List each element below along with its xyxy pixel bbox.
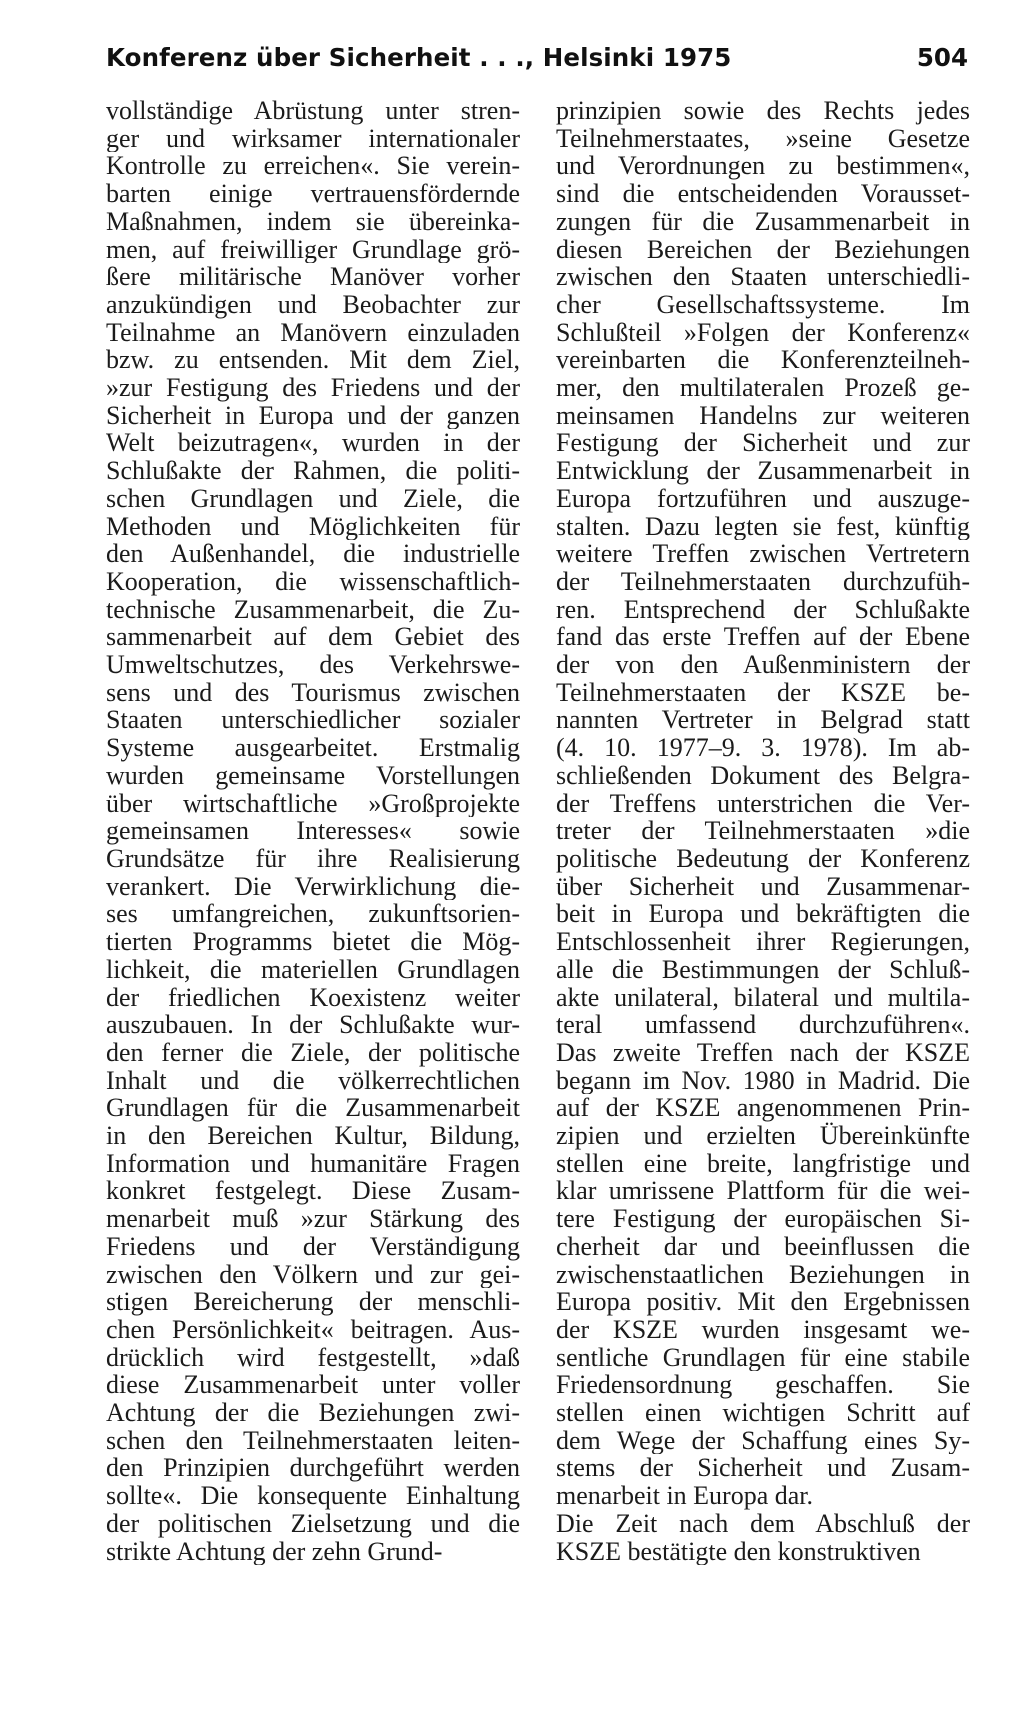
text-line: tierten Programms bietet die Mög- [106, 928, 520, 956]
text-line: men, auf freiwilliger Grundlage grö- [106, 235, 520, 264]
text-line: (4. 10. 1977–9. 3. 1978). Im ab- [556, 734, 970, 762]
text-line: beit in Europa und bekräftigten die [556, 900, 970, 929]
text-line: ßere militärische Manöver vorher [106, 263, 520, 291]
text-line: Kontrolle zu erreichen«. Sie verein- [106, 152, 520, 181]
text-line: tere Festigung der europäischen Si- [556, 1205, 970, 1233]
text-line: ren. Entsprechend der Schlußakte [556, 595, 970, 624]
page-number: 504 [916, 43, 968, 72]
text-line: meinsamen Handelns zur weiteren [556, 401, 970, 430]
text-line: begann im Nov. 1980 in Madrid. Die [556, 1066, 970, 1095]
text-line: treter der Teilnehmerstaaten »die [556, 817, 970, 845]
text-line: zwischen den Völkern und zur gei- [106, 1260, 520, 1289]
text-line: Schlußteil »Folgen der Konferenz« [556, 318, 970, 347]
text-line: stalten. Dazu legten sie fest, künftig [556, 512, 970, 541]
text-line: weitere Treffen zwischen Vertretern [556, 540, 970, 568]
text-line: Methoden und Möglichkeiten für [106, 512, 520, 541]
text-line: strikte Achtung der zehn Grund- [106, 1537, 443, 1566]
text-line: Grundsätze für ihre Realisierung [106, 844, 520, 873]
text-line: nannten Vertreter in Belgrad statt [556, 706, 970, 735]
text-line: prinzipien sowie des Rechts jedes [556, 97, 970, 125]
text-line: alle die Bestimmungen der Schluß- [556, 955, 970, 984]
text-line: Europa fortzuführen und auszuge- [556, 484, 970, 513]
text-line: den ferner die Ziele, der politische [106, 1038, 520, 1067]
text-line: der KSZE wurden insgesamt we- [556, 1315, 970, 1344]
text-line: Grundlagen für die Zusammenarbeit [106, 1094, 520, 1123]
text-line: cher Gesellschaftssysteme. Im [556, 290, 970, 319]
text-line: Maßnahmen, indem sie übereinka- [106, 207, 520, 236]
text-line: Teilnahme an Manövern einzuladen [106, 318, 520, 347]
text-line: stigen Bereicherung der menschli- [106, 1288, 520, 1316]
text-line: akte unilateral, bilateral und multila- [556, 983, 970, 1012]
text-line: Die Zeit nach dem Abschluß der [556, 1509, 970, 1538]
text-line: Systeme ausgearbeitet. Erstmalig [106, 734, 520, 762]
text-line: den Prinzipien durchgeführt werden [106, 1454, 520, 1483]
text-line: Achtung der die Beziehungen zwi- [106, 1399, 520, 1427]
text-line: den Außenhandel, die industrielle [106, 540, 520, 568]
running-head [106, 38, 968, 78]
text-line: Information und humanitäre Fragen [106, 1149, 520, 1178]
text-line: der Teilnehmerstaaten durchzufüh- [556, 567, 970, 596]
text-line: barten einige vertrauensfördernde [106, 180, 520, 208]
text-line: dem Wege der Schaffung eines Sy- [556, 1426, 970, 1455]
text-column-right [556, 97, 970, 1565]
text-line: schließenden Dokument des Belgra- [556, 761, 970, 790]
text-line: Schlußakte der Rahmen, die politi- [106, 457, 520, 485]
text-line: stellen einen wichtigen Schritt auf [556, 1399, 970, 1427]
text-line: ger und wirksamer internationaler [106, 124, 520, 153]
text-line: lichkeit, die materiellen Grundlagen [106, 955, 520, 984]
text-line: sammenarbeit auf dem Gebiet des [106, 623, 520, 652]
text-line: konkret festgelegt. Diese Zusam- [106, 1177, 520, 1206]
text-line: gemeinsamen Interesses« sowie [106, 817, 520, 845]
text-line: KSZE bestätigte den konstruktiven [556, 1537, 921, 1566]
text-line: drücklich wird festgestellt, »daß [106, 1343, 520, 1372]
text-line: Teilnehmerstaaten der KSZE be- [556, 678, 970, 707]
text-line: der friedlichen Koexistenz weiter [106, 983, 520, 1012]
text-line: der politischen Zielsetzung und die [106, 1509, 520, 1538]
text-line: technische Zusammenarbeit, die Zu- [106, 595, 520, 624]
text-line: Umweltschutzes, des Verkehrswe- [106, 651, 520, 679]
text-line: zipien und erzielten Übereinkünfte [556, 1122, 970, 1150]
text-line: Friedens und der Verständigung [106, 1232, 520, 1261]
text-line: Inhalt und die völkerrechtlichen [106, 1066, 520, 1095]
text-line: Staaten unterschiedlicher sozialer [106, 706, 520, 735]
text-line: der von den Außenministern der [556, 651, 970, 679]
text-line: vereinbarten die Konferenzteilneh- [556, 346, 970, 375]
text-line: der Treffens unterstrichen die Ver- [556, 789, 970, 818]
text-line: ses umfangreichen, zukunftsorien- [106, 900, 520, 929]
text-line: verankert. Die Verwirklichung die- [106, 872, 520, 901]
text-line: Entwicklung der Zusammenarbeit in [556, 457, 970, 485]
text-line: vollständige Abrüstung unter stren- [106, 97, 520, 125]
text-line: sentliche Grundlagen für eine stabile [556, 1343, 970, 1372]
text-line: klar umrissene Plattform für die wei- [556, 1177, 970, 1206]
text-line: »zur Festigung des Friedens und der [106, 374, 520, 402]
text-line: mer, den multilateralen Prozeß ge- [556, 374, 970, 402]
text-line: teral umfassend durchzuführen«. [556, 1011, 970, 1039]
text-line: cherheit dar und beeinflussen die [556, 1232, 970, 1261]
text-line: Das zweite Treffen nach der KSZE [556, 1038, 970, 1067]
text-column-left [106, 97, 520, 1565]
text-line: stellen eine breite, langfristige und [556, 1149, 970, 1178]
text-line: fand das erste Treffen auf der Ebene [556, 623, 970, 652]
text-line: chen Persönlichkeit« beitragen. Aus- [106, 1315, 520, 1344]
text-line: politische Bedeutung der Konferenz [556, 844, 970, 873]
text-line: sens und des Tourismus zwischen [106, 678, 520, 707]
text-line: Welt beizutragen«, wurden in der [106, 429, 520, 458]
text-line: schen Grundlagen und Ziele, die [106, 484, 520, 513]
text-line: über wirtschaftliche »Großprojekte [106, 789, 520, 818]
text-line: zungen für die Zusammenarbeit in [556, 207, 970, 236]
text-line: diesen Bereichen der Beziehungen [556, 235, 970, 264]
text-line: menarbeit muß »zur Stärkung des [106, 1205, 520, 1233]
text-line: zwischenstaatlichen Beziehungen in [556, 1260, 970, 1289]
text-line: auf der KSZE angenommenen Prin- [556, 1094, 970, 1123]
text-line: wurden gemeinsame Vorstellungen [106, 761, 520, 790]
text-line: bzw. zu entsenden. Mit dem Ziel, [106, 346, 520, 375]
text-line: über Sicherheit und Zusammenar- [556, 872, 970, 901]
text-line: zwischen den Staaten unterschiedli- [556, 263, 970, 291]
text-line: anzukündigen und Beobachter zur [106, 290, 520, 319]
text-line: Festigung der Sicherheit und zur [556, 429, 970, 458]
text-line: und Verordnungen zu bestimmen«, [556, 152, 970, 181]
text-line: Teilnehmerstaates, »seine Gesetze [556, 124, 970, 153]
text-line: auszubauen. In der Schlußakte wur- [106, 1011, 520, 1039]
text-line: menarbeit in Europa dar. [556, 1482, 814, 1510]
text-line: Kooperation, die wissenschaftlich- [106, 567, 520, 596]
text-line: in den Bereichen Kultur, Bildung, [106, 1122, 520, 1150]
text-line: Entschlossenheit ihrer Regierungen, [556, 928, 970, 956]
text-line: stems der Sicherheit und Zusam- [556, 1454, 970, 1483]
text-line: sollte«. Die konsequente Einhaltung [106, 1482, 520, 1510]
text-line: Sicherheit in Europa und der ganzen [106, 401, 520, 430]
text-line: Friedensordnung geschaffen. Sie [556, 1371, 970, 1400]
running-head-title: Konferenz über Sicherheit . . ., Helsinki 1975 [106, 43, 732, 72]
text-line: schen den Teilnehmerstaaten leiten- [106, 1426, 520, 1455]
text-line: sind die entscheidenden Vorausset- [556, 180, 970, 208]
text-line: Europa positiv. Mit den Ergebnissen [556, 1288, 970, 1316]
text-line: diese Zusammenarbeit unter voller [106, 1371, 520, 1400]
